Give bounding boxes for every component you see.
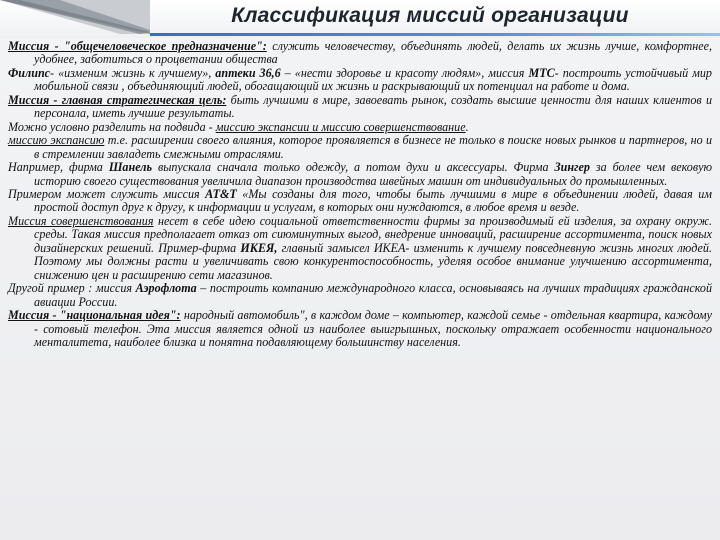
paragraph: Миссия - "национальная идея": народный автомобиль", в каждом доме – компьютер, каждой семье - отдельная квартира, каждому - сотовый телефон. Эта миссия является одной из наиболее выигрышных, поскольку отражает особенности национального менталитета, наиболее близка и понятна подавляющему большинству населения. xyxy=(8,308,712,349)
body-text xyxy=(8,40,712,349)
paragraph: Можно условно разделить на подвида - миссию экспансии и миссию совершенствование. xyxy=(8,119,469,134)
paragraph: Другой пример : миссия Аэрофлота – построить компанию международного класса, основываясь на лучших традициях гражданской авиации России. xyxy=(8,281,712,309)
paragraph: Примером может служить миссия AT&T «Мы созданы для того, чтобы быть лучшими в мире в объединении людей, давая им простой доступ друг к другу, к информации и услугам, в которых они нуждаются, в любое время и везде. xyxy=(8,186,712,215)
paragraph: Миссия - главная стратегическая цель: быть лучшими в мире, завоевать рынок, создать высшие ценности для наших клиентов и персонала, иметь лучшие результаты. xyxy=(8,92,712,121)
paragraph: миссию экспансию т.е. расширении своего влияния, которое проявляется в бизнесе не только в поиске новых рынков и партнеров, но и в стремлении завладеть смежными отраслями. xyxy=(8,133,713,161)
paragraph: Например, фирма Шанель выпускала сначала только одежду, а потом духи и аксессуары. Фирма Зингер за более чем вековую историю своего существования увеличила диапазон производства швейных машин от индивидуальных до промышленных. xyxy=(8,160,712,188)
paragraph: Миссия совершенствования несет в себе идею социальной ответственности фирмы за производимый ей изделия, за охрану окруж. среды. Такая миссия предполагает отказ от сиюминутных выгод, внедрение инноваций, расширение ассортимента, поиск новых дизайнерских решений. Пример-фирма ИКЕЯ, главный замысел ИКЕА- изменить к лучшему повседневную жизнь многих людей. Поэтому мы должны расти и увеличивать свою конкурентоспособность, уделяя особое внимание улучшению ассортимента, снижению цен и расширению сети магазинов. xyxy=(8,213,712,282)
title-underline xyxy=(150,33,720,36)
paragraph: Миссия - "общечеловеческое предназначение": служить человечеству, объединять людей, делать их жизнь лучше, комфортнее, удобнее, заботиться о процветании общества xyxy=(8,39,713,67)
paragraph: Филипс- «изменим жизнь к лучшему», аптеки 36,6 – «нести здоровье и красоту людям», миссия МТС- построить устойчивый мир мобильной связи , объединяющий людей, обогащающий их жизнь и раскрывающий их потенциал на работе и дома. xyxy=(8,65,712,94)
page-title: Классификация миссий организации xyxy=(231,4,629,27)
